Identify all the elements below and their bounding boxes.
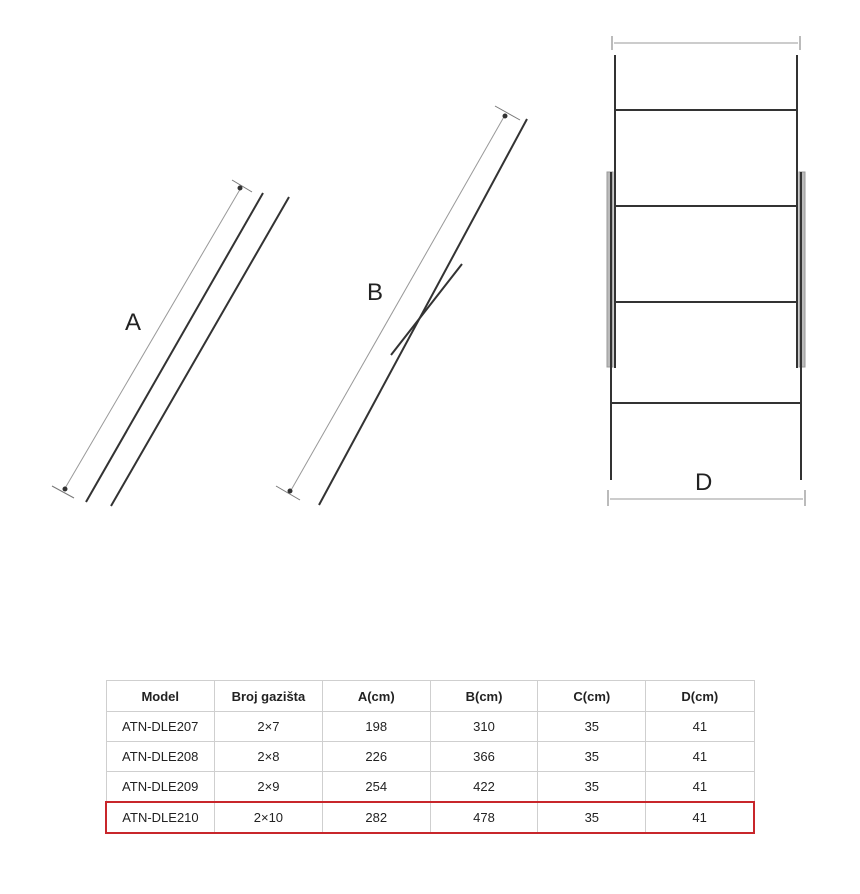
- cell: 310: [430, 712, 538, 742]
- table-row: [106, 742, 754, 772]
- cell: 41: [646, 802, 754, 833]
- ladder-front-view: [607, 36, 805, 506]
- ladder-retracted-view: [52, 180, 289, 506]
- cell: 2×10: [214, 802, 322, 833]
- header-d: D(cm): [646, 681, 754, 712]
- cell: ATN-DLE207: [106, 712, 214, 742]
- cell: 198: [322, 712, 430, 742]
- cell: ATN-DLE209: [106, 772, 214, 803]
- header-b: B(cm): [430, 681, 538, 712]
- cell: 35: [538, 772, 646, 803]
- cell: 226: [322, 742, 430, 772]
- header-a: A(cm): [322, 681, 430, 712]
- cell: 41: [646, 742, 754, 772]
- dimension-label-d: D: [695, 469, 713, 496]
- ladder-extended-view: [276, 106, 527, 505]
- cell: 422: [430, 772, 538, 803]
- cell: 35: [538, 712, 646, 742]
- table-row: [106, 772, 754, 803]
- cell: 41: [646, 712, 754, 742]
- cell: 41: [646, 772, 754, 803]
- header-c: C(cm): [538, 681, 646, 712]
- cell: ATN-DLE208: [106, 742, 214, 772]
- cell: 2×7: [214, 712, 322, 742]
- cell: 2×8: [214, 742, 322, 772]
- cell: ATN-DLE210: [106, 802, 214, 833]
- cell: 366: [430, 742, 538, 772]
- dimension-label-a: A: [125, 309, 142, 336]
- cell: 254: [322, 772, 430, 803]
- table-row-highlighted: [106, 802, 754, 833]
- cell: 35: [538, 802, 646, 833]
- cell: 35: [538, 742, 646, 772]
- table-header-row: [106, 681, 754, 712]
- table-row: [106, 712, 754, 742]
- dimension-label-b: B: [367, 279, 384, 306]
- cell: 478: [430, 802, 538, 833]
- cell: 282: [322, 802, 430, 833]
- ladder-specs-table: [105, 680, 755, 834]
- header-model: Model: [106, 681, 214, 712]
- cell: 2×9: [214, 772, 322, 803]
- header-steps: Broj gazišta: [214, 681, 322, 712]
